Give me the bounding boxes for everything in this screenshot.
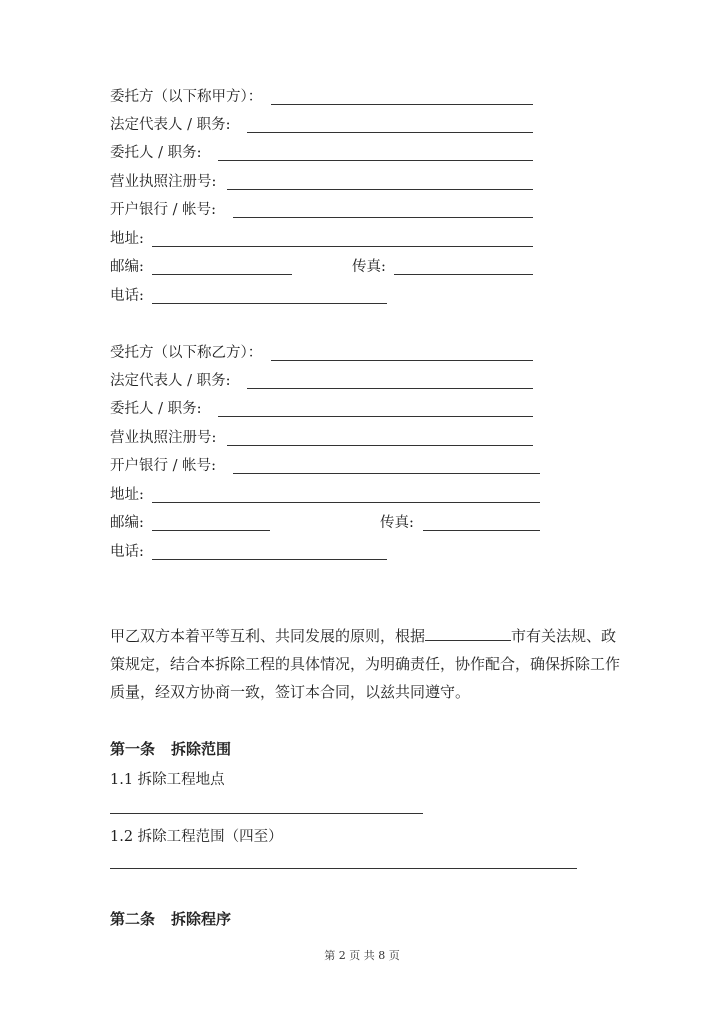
party-a-agent-label: 委托人 / 职务:: [110, 145, 202, 161]
party-b-license-label: 营业执照注册号:: [110, 430, 217, 446]
article-1-item-1: 1.1 拆除工程地点: [110, 772, 225, 788]
article-1-heading: [110, 738, 231, 760]
party-a-license-field[interactable]: [227, 189, 533, 190]
party-b-rep-label: 法定代表人 / 职务:: [110, 373, 231, 389]
page-number: 第 2 页 共 8 页: [324, 949, 400, 962]
article-2-number: 第二条: [110, 910, 156, 928]
work-location-field[interactable]: [110, 813, 423, 814]
party-a-fax-label: 传真:: [352, 259, 386, 275]
party-a-postcode-label: 邮编:: [110, 259, 144, 275]
party-a-rep-label: 法定代表人 / 职务:: [110, 117, 231, 133]
preamble-text-2: 市有关法规、政策规定，结合本拆除工程的具体情况，为明确责任，协作配合，确保拆除工作质量，经双方协商一致，签订本合同，以兹共同遵守。: [110, 627, 621, 701]
party-b-postcode-label: 邮编:: [110, 515, 144, 531]
article-1-item-2: 1.2 拆除工程范围（四至）: [110, 829, 283, 845]
work-scope-field[interactable]: [110, 868, 577, 869]
city-blank-field[interactable]: [425, 624, 511, 641]
article-2-heading: [110, 908, 231, 930]
party-b-agent-field[interactable]: [218, 416, 533, 417]
preamble-paragraph: [110, 622, 630, 706]
article-2-title: 拆除程序: [171, 910, 232, 928]
party-a-address-label: 地址:: [110, 231, 144, 247]
party-b-fax-label: 传真:: [380, 515, 414, 531]
party-a-name-field[interactable]: [271, 104, 533, 105]
party-b-license-field[interactable]: [227, 445, 533, 446]
article-1-title: 拆除范围: [171, 740, 232, 758]
party-a-bank-field[interactable]: [233, 217, 533, 218]
preamble-text-1: 甲乙双方本着平等互利、共同发展的原则，根据: [110, 627, 426, 645]
party-a-agent-field[interactable]: [218, 160, 533, 161]
party-a-name-label: 委托方（以下称甲方）：: [110, 89, 263, 105]
party-a-postcode-field[interactable]: [152, 274, 292, 275]
party-a-license-label: 营业执照注册号:: [110, 174, 217, 190]
party-b-address-label: 地址:: [110, 487, 144, 503]
party-b-name-label: 受托方（以下称乙方）：: [110, 345, 263, 361]
party-a-phone-field[interactable]: [152, 303, 387, 304]
party-b-phone-label: 电话:: [110, 544, 144, 560]
party-b-address-field[interactable]: [152, 502, 540, 503]
party-b-name-field[interactable]: [271, 360, 533, 361]
party-b-bank-label: 开户银行 / 帐号:: [110, 458, 216, 474]
party-b-agent-label: 委托人 / 职务:: [110, 401, 202, 417]
party-a-bank-label: 开户银行 / 帐号:: [110, 202, 216, 218]
party-b-rep-field[interactable]: [247, 388, 533, 389]
party-a-fax-field[interactable]: [394, 274, 533, 275]
party-a-phone-label: 电话:: [110, 288, 144, 304]
party-a-rep-field[interactable]: [247, 132, 533, 133]
party-b-postcode-field[interactable]: [152, 530, 270, 531]
party-b-phone-field[interactable]: [152, 559, 387, 560]
article-1-number: 第一条: [110, 740, 156, 758]
party-a-address-field[interactable]: [152, 246, 533, 247]
party-b-fax-field[interactable]: [423, 530, 540, 531]
party-b-bank-field[interactable]: [233, 473, 540, 474]
